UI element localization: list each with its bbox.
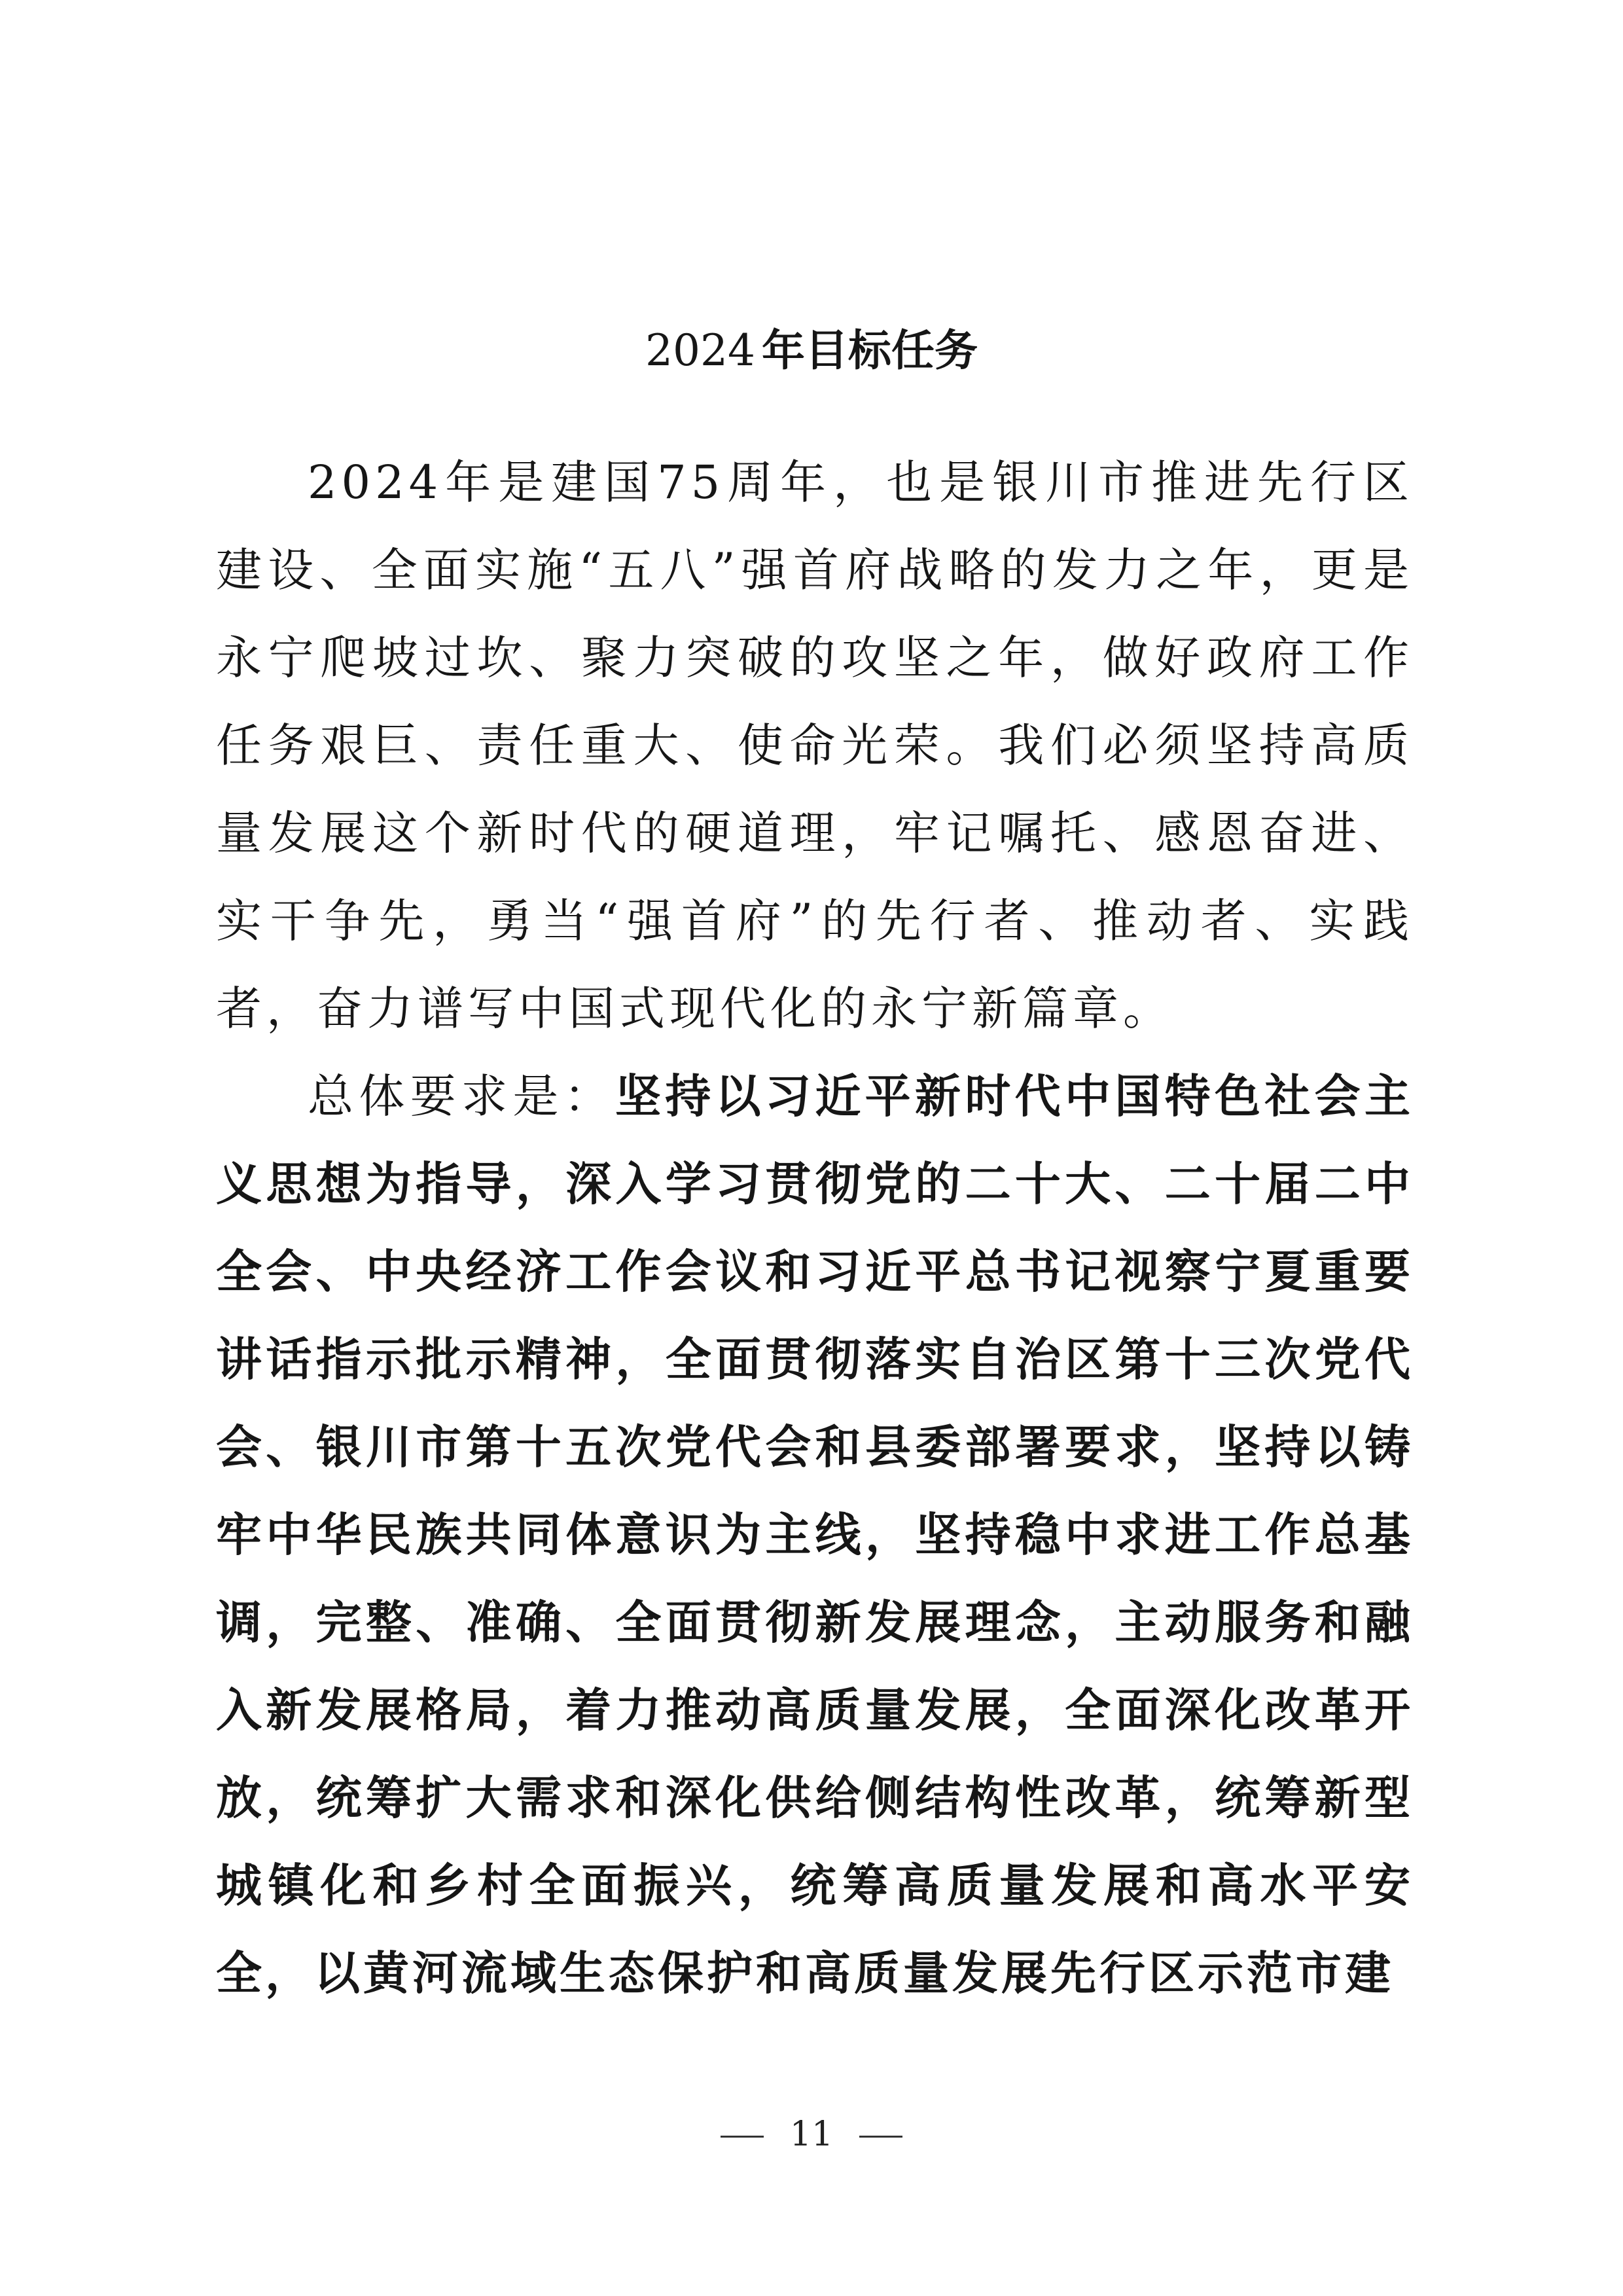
- page-number: 11: [789, 2115, 834, 2154]
- paragraph-intro: 2024年是建国75周年，也是银川市推进先行区建设、全面实施“五八”强首府战略的发力之年，更是永宁爬坡过坎、聚力突破的攻坚之年，做好政府工作任务艰巨、责任重大、使命光荣。我们必须坚持高质量发展这个新时代的硬道理，牢记嘱托、感恩奋进、实干争先，勇当“强首府”的先行者、推动者、实践者，奋力谱写中国式现代化的永宁新篇章。: [216, 456, 1414, 1035]
- page-footer: [0, 2111, 1623, 2157]
- title-year: 2024: [645, 325, 755, 376]
- title-text: 年目标任务: [761, 325, 978, 376]
- footer-dash-right: [859, 2136, 902, 2138]
- paragraph-requirements: [216, 1052, 1414, 2017]
- page-title: [0, 318, 1623, 384]
- paragraph-requirements-lead: 总体要求是：: [308, 1069, 615, 1123]
- paragraph-requirements-body: 坚持以习近平新时代中国特色社会主义思想为指导，深入学习贯彻党的二十大、二十届二中全会、中央经济工作会议和习近平总书记视察宁夏重要讲话指示批示精神，全面贯彻落实自治区第十三次党代会、银川市第十五次党代会和县委部署要求，坚持以铸牢中华民族共同体意识为主线，坚持稳中求进工作总基调，完整、准确、全面贯彻新发展理念，主动服务和融入新发展格局，着力推动高质量发展，全面深化改革开放，统筹扩大需求和深化供给侧结构性改革，统筹新型城镇化和乡村全面振兴，统筹高质量发展和高水平安全，以黄河流域生态保护和高质量发展先行区示范市建: [216, 1069, 1414, 2000]
- footer-dash-left: [721, 2136, 764, 2138]
